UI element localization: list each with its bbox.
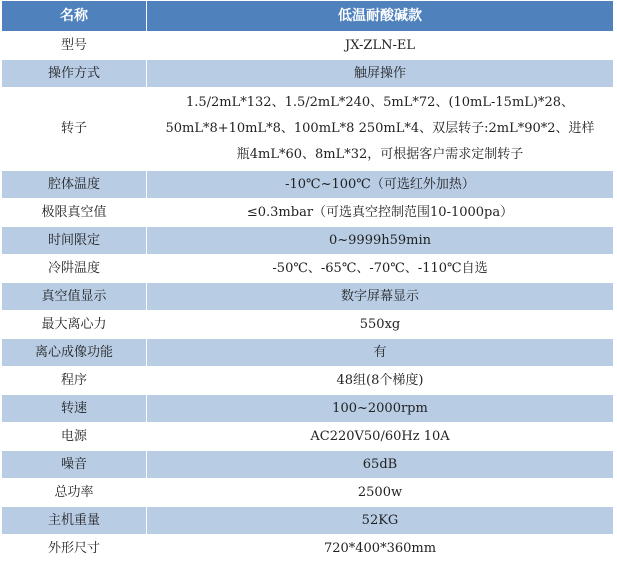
rotor-line-1: 1.5/2mL*132、1.5/2mL*240、5mL*72、(10mL-15mL)*28、 <box>185 95 575 110</box>
row-value: ≤0.3mbar（可选真空控制范围10-1000pa） <box>147 199 614 227</box>
row-value: 有 <box>147 339 614 367</box>
row-label: 型号 <box>2 32 147 60</box>
row-label: 噪音 <box>2 451 147 479</box>
row-value: JX-ZLN-EL <box>147 32 614 60</box>
row-value: 100~2000rpm <box>147 395 614 423</box>
rotor-line-2: 50mL*8+10mL*8、100mL*8 250mL*4、双层转子:2mL*90*2、进样 <box>165 121 595 136</box>
row-label: 真空值显示 <box>2 283 147 311</box>
table-row <box>2 199 614 227</box>
table-row <box>2 283 614 311</box>
row-label: 操作方式 <box>2 60 147 88</box>
row-label: 程序 <box>2 367 147 395</box>
row-value: AC220V50/60Hz 10A <box>147 423 614 451</box>
table-row <box>2 311 614 339</box>
row-value: 0~9999h59min <box>147 227 614 255</box>
table-row <box>2 395 614 423</box>
table-row <box>2 227 614 255</box>
row-value: 52KG <box>147 507 614 535</box>
row-label: 电源 <box>2 423 147 451</box>
header-model: 低温耐酸碱款 <box>147 1 614 32</box>
row-label: 转子 <box>2 88 147 171</box>
row-value: -50℃、-65℃、-70℃、-110℃自选 <box>147 255 614 283</box>
table-row <box>2 507 614 535</box>
spec-table <box>1 0 614 563</box>
table-row <box>2 367 614 395</box>
table-row <box>2 255 614 283</box>
row-label: 极限真空值 <box>2 199 147 227</box>
row-value: 2500w <box>147 479 614 507</box>
row-label: 腔体温度 <box>2 171 147 199</box>
row-label: 最大离心力 <box>2 311 147 339</box>
table-row <box>2 88 614 171</box>
table-row <box>2 32 614 60</box>
table-row <box>2 535 614 563</box>
row-value: 触屏操作 <box>147 60 614 88</box>
row-label: 主机重量 <box>2 507 147 535</box>
row-value: 550xg <box>147 311 614 339</box>
row-label: 离心成像功能 <box>2 339 147 367</box>
row-value: 720*400*360mm <box>147 535 614 563</box>
row-value: 48组(8个梯度) <box>147 367 614 395</box>
table-row <box>2 451 614 479</box>
row-label: 外形尺寸 <box>2 535 147 563</box>
row-label: 时间限定 <box>2 227 147 255</box>
table-row <box>2 479 614 507</box>
table-row <box>2 60 614 88</box>
table-header-row <box>2 1 614 32</box>
row-value: 数字屏幕显示 <box>147 283 614 311</box>
header-name: 名称 <box>2 1 147 32</box>
table-row <box>2 423 614 451</box>
row-value-multiline <box>147 88 614 171</box>
table-row <box>2 339 614 367</box>
row-label: 冷阱温度 <box>2 255 147 283</box>
rotor-line-3: 瓶4mL*60、8mL*32，可根据客户需求定制转子 <box>236 147 524 162</box>
row-value: 65dB <box>147 451 614 479</box>
row-value: -10℃~100℃（可选红外加热） <box>147 171 614 199</box>
row-label: 转速 <box>2 395 147 423</box>
row-label: 总功率 <box>2 479 147 507</box>
table-row <box>2 171 614 199</box>
